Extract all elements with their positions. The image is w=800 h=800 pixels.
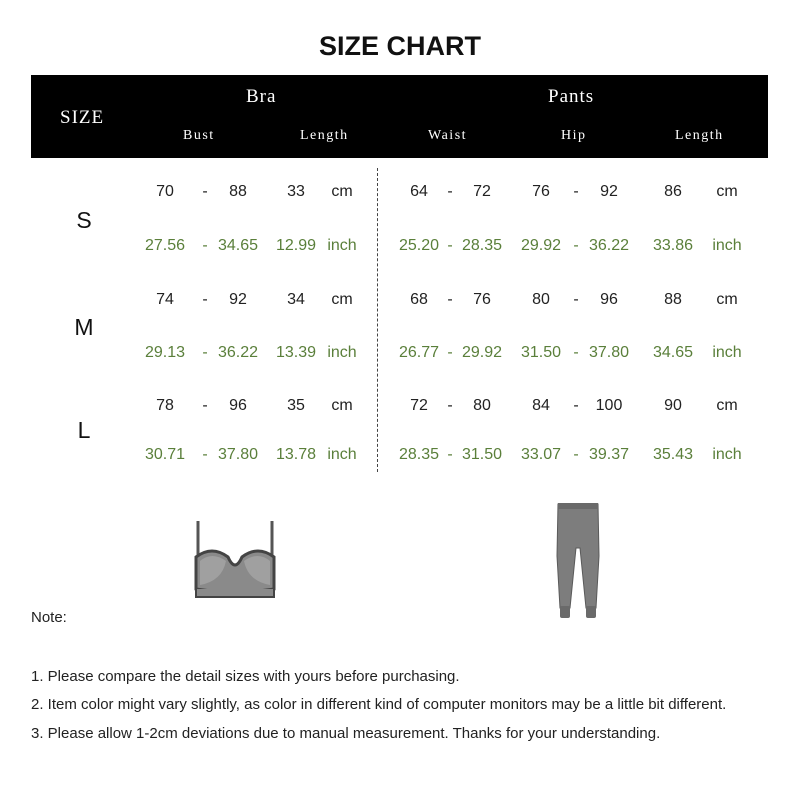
table-cell-pants-length: 33.86 — [652, 237, 694, 254]
table-cell-waist-dash: - — [447, 237, 453, 254]
table-cell-bust-max: 92 — [229, 291, 247, 308]
column-divider — [377, 168, 378, 472]
table-cell-bust-max: 36.22 — [217, 344, 259, 361]
table-cell-bra-length: 35 — [287, 397, 305, 414]
table-cell-pants-length: 88 — [664, 291, 682, 308]
table-cell-waist-min: 25.20 — [398, 237, 440, 254]
table-cell-bra-length: 34 — [287, 291, 305, 308]
table-cell-hip-max: 39.37 — [588, 446, 630, 463]
table-cell-waist-max: 72 — [473, 183, 491, 200]
table-cell-waist-dash: - — [447, 397, 453, 414]
table-cell-bust-min: 29.13 — [144, 344, 186, 361]
table-cell-bust-min: 74 — [156, 291, 174, 308]
table-cell-bra-unit: inch — [327, 446, 357, 463]
table-cell-bust-dash: - — [202, 183, 208, 200]
table-cell-waist-max: 29.92 — [461, 344, 503, 361]
table-cell-hip-dash: - — [573, 291, 579, 308]
table-cell-bust-min: 30.71 — [144, 446, 186, 463]
table-cell-bra-unit: cm — [331, 291, 353, 308]
note-item-3: 3. Please allow 1-2cm deviations due to manual measurement. Thanks for your understanding. — [31, 725, 661, 742]
table-cell-waist-dash: - — [447, 291, 453, 308]
table-cell-bust-dash: - — [202, 397, 208, 414]
table-cell-bust-dash: - — [202, 237, 208, 254]
table-cell-hip-max: 92 — [600, 183, 618, 200]
header-hip: Hip — [561, 128, 587, 143]
table-cell-pants-length: 86 — [664, 183, 682, 200]
table-cell-hip-dash: - — [573, 397, 579, 414]
table-cell-hip-max: 96 — [600, 291, 618, 308]
table-cell-bra-length: 33 — [287, 183, 305, 200]
table-cell-bust-max: 96 — [229, 397, 247, 414]
table-cell-bra-unit: cm — [331, 183, 353, 200]
table-cell-hip-max: 100 — [595, 397, 623, 414]
table-cell-bust-min: 27.56 — [144, 237, 186, 254]
table-cell-hip-min: 76 — [532, 183, 550, 200]
table-cell-bust-dash: - — [202, 446, 208, 463]
table-cell-pants-unit: cm — [716, 397, 738, 414]
table-cell-hip-dash: - — [573, 237, 579, 254]
size-label-m: M — [74, 314, 94, 340]
table-cell-hip-min: 31.50 — [520, 344, 562, 361]
table-cell-waist-dash: - — [447, 344, 453, 361]
table-cell-waist-min: 64 — [410, 183, 428, 200]
header-waist: Waist — [428, 128, 468, 143]
header-bra: Bra — [246, 86, 277, 107]
table-cell-bust-max: 88 — [229, 183, 247, 200]
header-bra-length: Length — [300, 128, 349, 143]
table-cell-bust-dash: - — [202, 291, 208, 308]
table-cell-waist-max: 28.35 — [461, 237, 503, 254]
table-cell-bust-min: 70 — [156, 183, 174, 200]
size-label-l: L — [77, 417, 91, 443]
table-cell-hip-max: 36.22 — [588, 237, 630, 254]
table-cell-bust-max: 34.65 — [217, 237, 259, 254]
bra-icon — [190, 515, 280, 600]
note-item-1: 1. Please compare the detail sizes with yours before purchasing. — [31, 668, 460, 685]
header-bust: Bust — [183, 128, 215, 143]
table-cell-waist-max: 76 — [473, 291, 491, 308]
header-pants-length: Length — [675, 128, 724, 143]
table-cell-bust-min: 78 — [156, 397, 174, 414]
table-cell-bust-max: 37.80 — [217, 446, 259, 463]
table-cell-bust-dash: - — [202, 344, 208, 361]
table-header — [31, 75, 768, 158]
table-cell-hip-min: 29.92 — [520, 237, 562, 254]
size-label-s: S — [76, 207, 92, 233]
table-cell-bra-unit: inch — [327, 237, 357, 254]
table-cell-pants-unit: inch — [712, 344, 742, 361]
header-size: SIZE — [60, 107, 105, 128]
header-pants: Pants — [548, 86, 595, 107]
table-cell-pants-length: 90 — [664, 397, 682, 414]
note-item-2: 2. Item color might vary slightly, as color in different kind of computer monitors may be a little bit different. — [31, 696, 727, 713]
table-cell-hip-dash: - — [573, 344, 579, 361]
table-cell-hip-dash: - — [573, 446, 579, 463]
table-cell-bra-length: 13.39 — [275, 344, 317, 361]
page-title: SIZE CHART — [319, 31, 481, 61]
table-cell-waist-max: 80 — [473, 397, 491, 414]
table-cell-hip-min: 33.07 — [520, 446, 562, 463]
table-cell-waist-dash: - — [447, 183, 453, 200]
table-cell-bra-unit: inch — [327, 344, 357, 361]
table-cell-pants-unit: cm — [716, 183, 738, 200]
table-cell-bra-length: 13.78 — [275, 446, 317, 463]
table-cell-waist-min: 72 — [410, 397, 428, 414]
table-cell-bra-unit: cm — [331, 397, 353, 414]
table-cell-hip-dash: - — [573, 183, 579, 200]
table-cell-waist-min: 68 — [410, 291, 428, 308]
table-cell-pants-length: 35.43 — [652, 446, 694, 463]
table-cell-hip-min: 80 — [532, 291, 550, 308]
table-cell-pants-length: 34.65 — [652, 344, 694, 361]
table-cell-pants-unit: inch — [712, 237, 742, 254]
table-cell-waist-max: 31.50 — [461, 446, 503, 463]
pants-icon — [552, 500, 604, 622]
table-cell-waist-dash: - — [447, 446, 453, 463]
table-cell-pants-unit: inch — [712, 446, 742, 463]
table-cell-bra-length: 12.99 — [275, 237, 317, 254]
table-cell-hip-max: 37.80 — [588, 344, 630, 361]
table-cell-hip-min: 84 — [532, 397, 550, 414]
table-cell-waist-min: 28.35 — [398, 446, 440, 463]
note-label: Note: — [31, 609, 67, 626]
table-cell-waist-min: 26.77 — [398, 344, 440, 361]
table-cell-pants-unit: cm — [716, 291, 738, 308]
